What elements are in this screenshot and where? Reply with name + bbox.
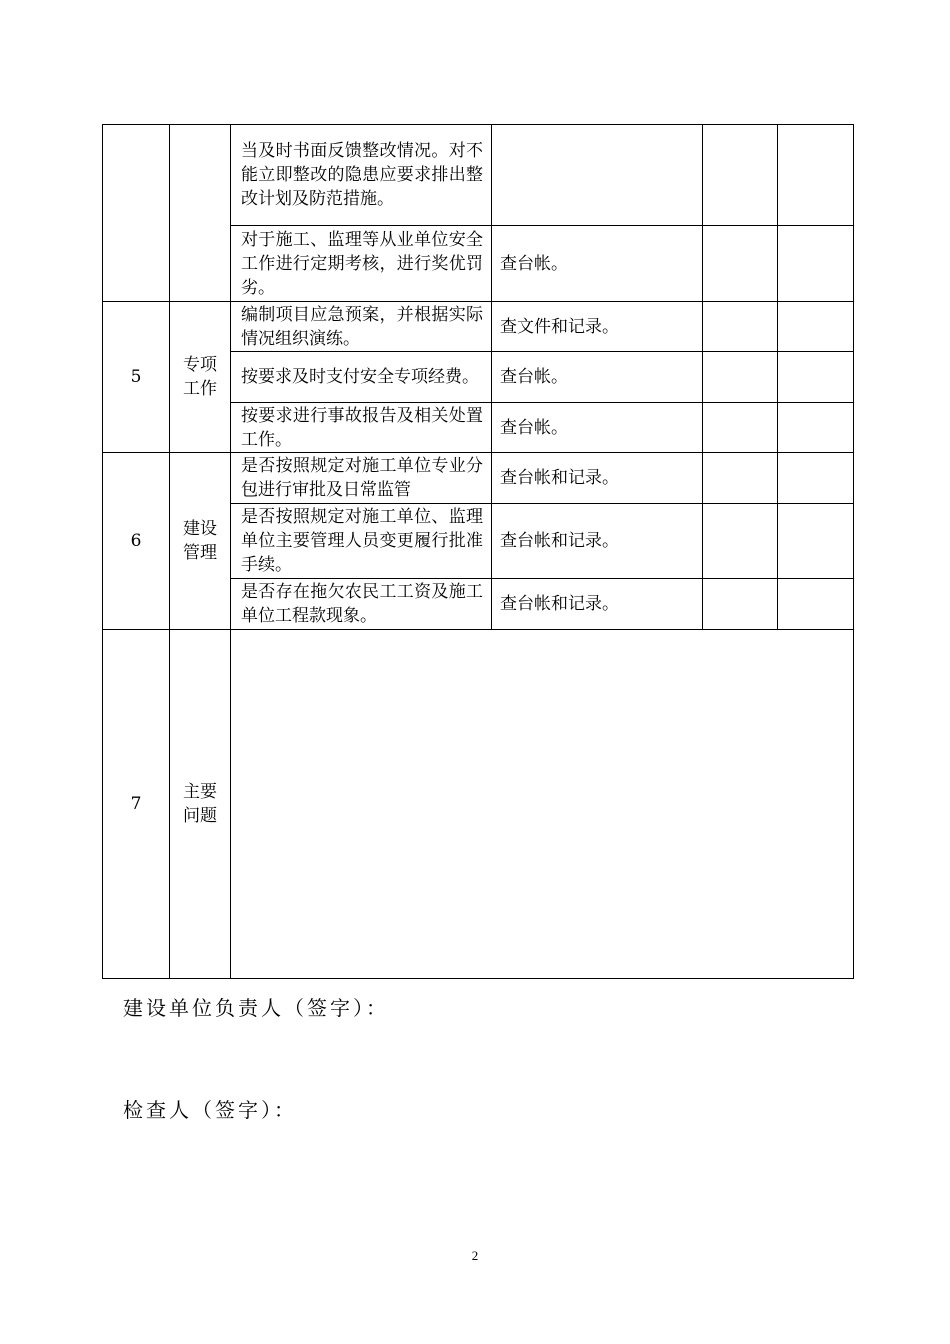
blank-cell — [778, 579, 854, 630]
blank-cell — [778, 453, 854, 504]
inspector-signature-label: 检查人（签字）： — [123, 1098, 297, 1122]
method-cell: 查台帐和记录。 — [492, 453, 703, 504]
method-cell: 查台帐和记录。 — [492, 579, 703, 630]
blank-cell — [703, 226, 778, 302]
item-cell: 对于施工、监理等从业单位安全工作进行定期考核，进行奖优罚劣。 — [231, 226, 492, 302]
owner-signature-label: 建设单位负责人（签字）： — [123, 996, 389, 1020]
item-cell: 是否按照规定对施工单位专业分包进行审批及日常监管 — [231, 453, 492, 504]
blank-cell — [778, 504, 854, 579]
section-category: 专项工作 — [170, 302, 231, 453]
category-cell — [170, 125, 231, 302]
method-cell: 查台帐。 — [492, 352, 703, 403]
item-cell: 是否存在拖欠农民工工资及施工单位工程款现象。 — [231, 579, 492, 630]
table-row — [103, 630, 854, 979]
method-cell: 查文件和记录。 — [492, 302, 703, 352]
blank-cell — [703, 504, 778, 579]
table-row — [103, 453, 854, 504]
section-number: 7 — [103, 630, 170, 979]
item-cell: 当及时书面反馈整改情况。对不能立即整改的隐患应要求排出整改计划及防范措施。 — [231, 125, 492, 226]
blank-cell — [778, 302, 854, 352]
table-row — [103, 302, 854, 352]
method-cell: 查台帐和记录。 — [492, 504, 703, 579]
item-cell: 按要求进行事故报告及相关处置工作。 — [231, 403, 492, 453]
item-cell: 是否按照规定对施工单位、监理单位主要管理人员变更履行批准手续。 — [231, 504, 492, 579]
page-number: 2 — [471, 1248, 479, 1263]
section-category: 建设管理 — [170, 453, 231, 630]
blank-cell — [778, 352, 854, 403]
table-row — [103, 125, 854, 226]
blank-cell — [703, 403, 778, 453]
blank-cell — [703, 352, 778, 403]
method-cell — [492, 125, 703, 226]
blank-cell — [778, 226, 854, 302]
method-cell: 查台帐。 — [492, 403, 703, 453]
section-category: 主要问题 — [170, 630, 231, 979]
problems-cell — [231, 630, 854, 979]
blank-cell — [703, 453, 778, 504]
num-cell — [103, 125, 170, 302]
section-number: 6 — [103, 453, 170, 630]
blank-cell — [778, 125, 854, 226]
method-cell: 查台帐。 — [492, 226, 703, 302]
inspection-table — [102, 124, 854, 979]
item-cell: 编制项目应急预案，并根据实际情况组织演练。 — [231, 302, 492, 352]
section-number: 5 — [103, 302, 170, 453]
blank-cell — [703, 579, 778, 630]
blank-cell — [703, 125, 778, 226]
blank-cell — [778, 403, 854, 453]
blank-cell — [703, 302, 778, 352]
item-cell: 按要求及时支付安全专项经费。 — [231, 352, 492, 403]
